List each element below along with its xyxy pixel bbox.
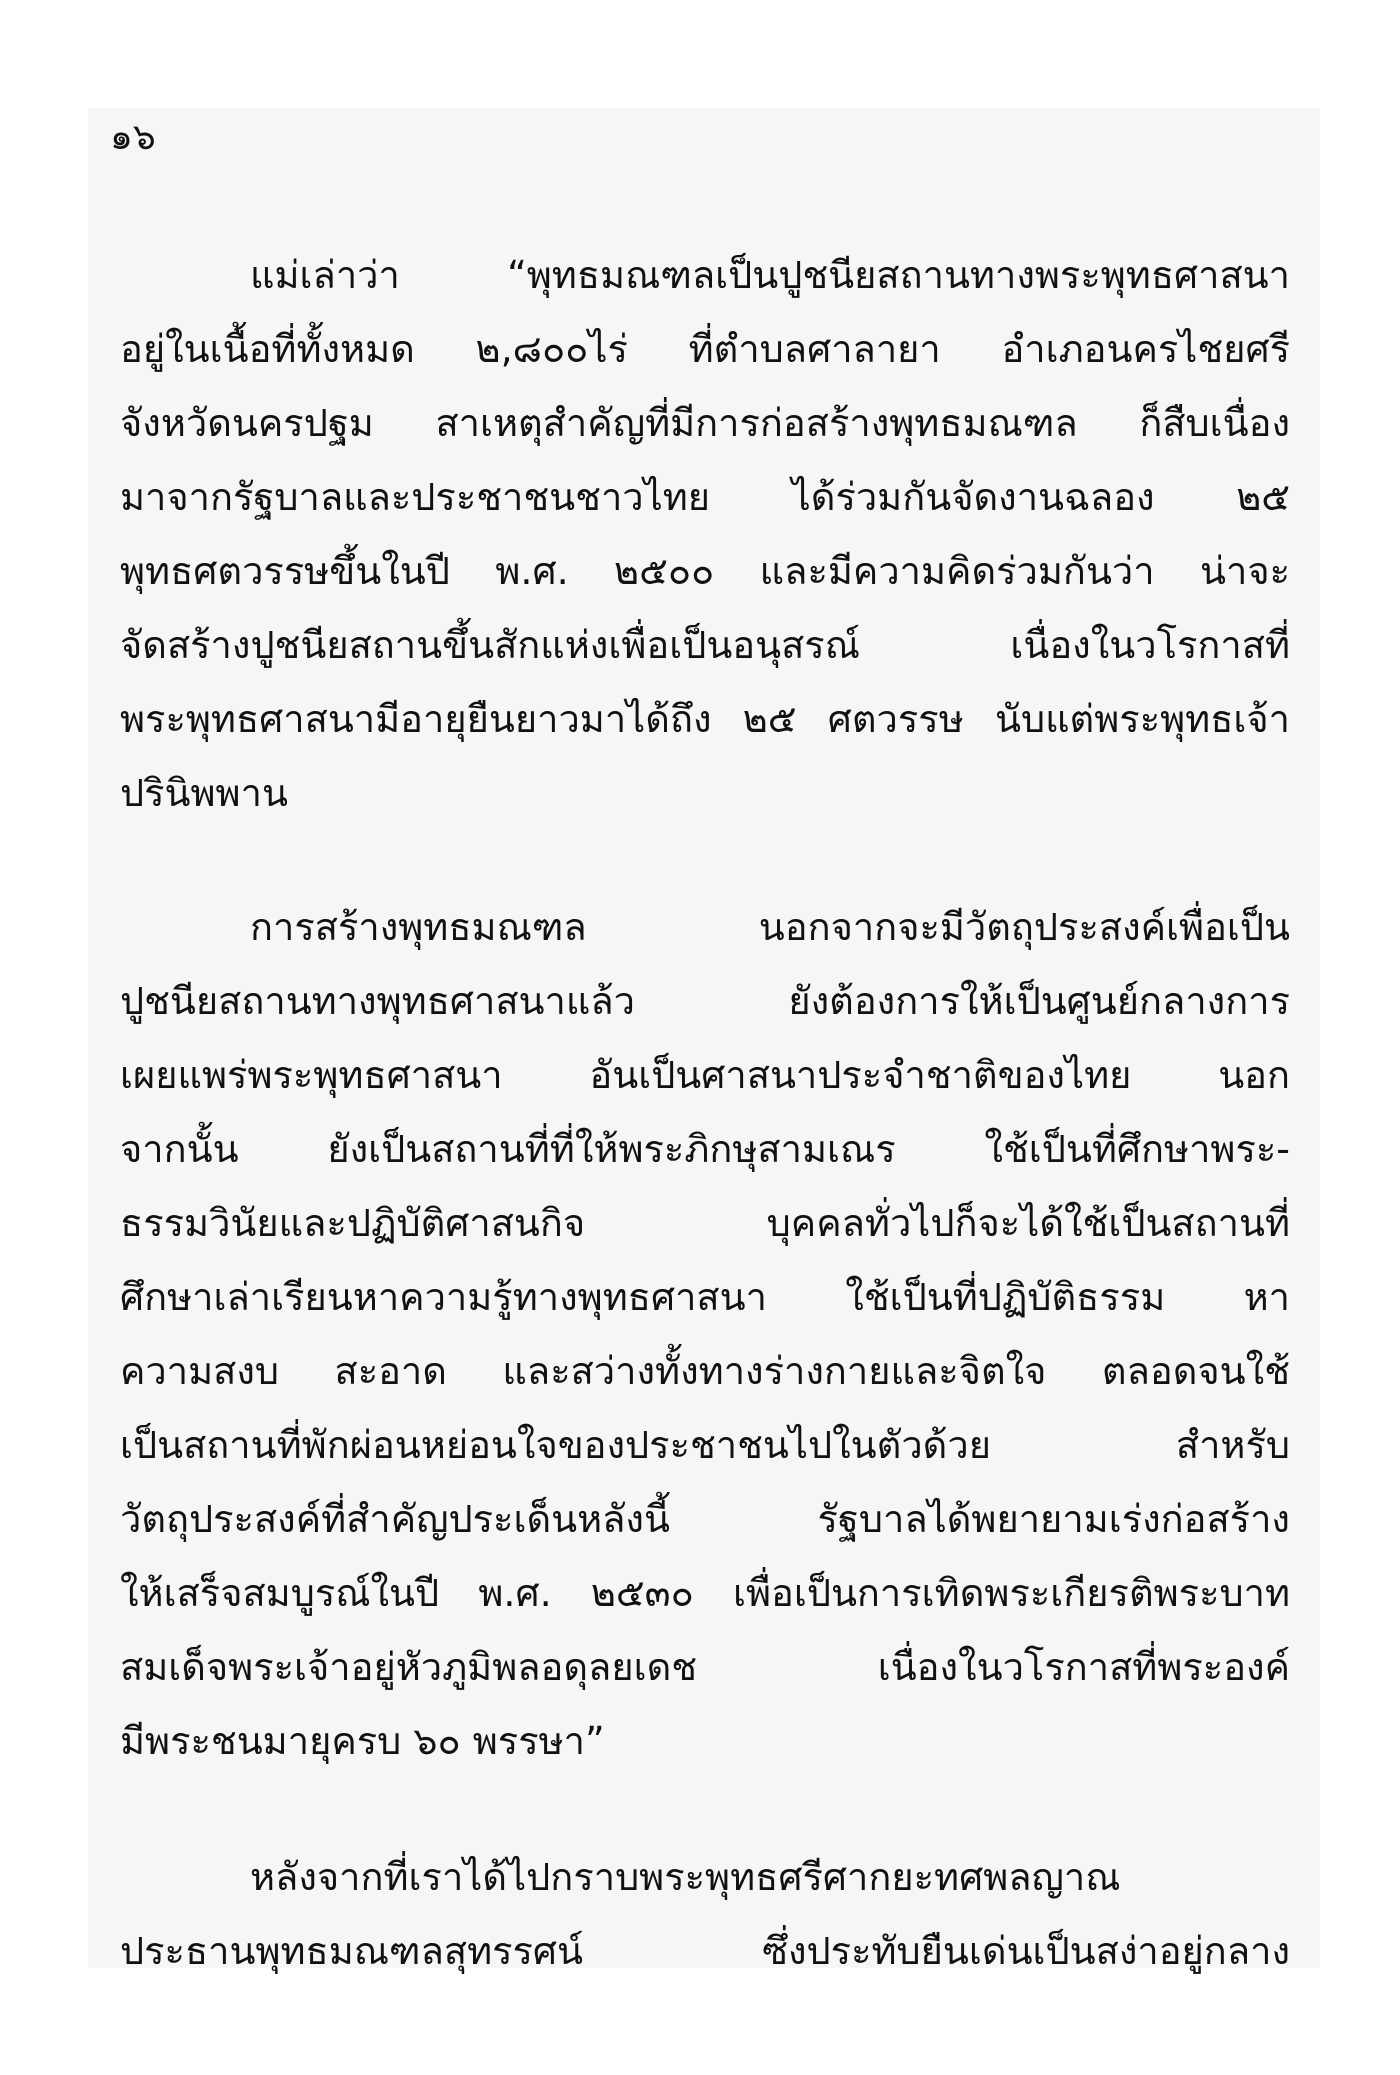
page-number: ๑๖: [110, 117, 156, 158]
text-line: พุทธศตวรรษขึ้นในปี พ.ศ. ๒๕๐๐ และมีความคิดร่วมกันว่า น่าจะ: [120, 549, 1290, 593]
paragraph-2: [120, 890, 1290, 1778]
text-line: ธรรมวินัยและปฏิบัติศาสนกิจ บุคคลทั่วไปก็จะได้ใช้เป็นสถานที่: [120, 1201, 1290, 1245]
text-line: ศึกษาเล่าเรียนหาความรู้ทางพุทธศาสนา ใช้เป็นที่ปฏิบัติธรรม หา: [120, 1275, 1290, 1319]
text-line: อยู่ในเนื้อที่ทั้งหมด ๒,๘๐๐ไร่ ที่ตำบลศาลายา อำเภอนครไชยศรี: [120, 327, 1290, 371]
text-line: แม่เล่าว่า “พุทธมณฑลเป็นปูชนียสถานทางพระพุทธศาสนา: [250, 253, 1290, 297]
text-line: วัตถุประสงค์ที่สำคัญประเด็นหลังนี้ รัฐบาลได้พยายามเร่งก่อสร้าง: [120, 1497, 1290, 1541]
text-line: หลังจากที่เราได้ไปกราบพระพุทธศรีศากยะทศพลญาณ: [250, 1855, 1121, 1899]
paragraph-3: [120, 1840, 1290, 1988]
text-line: มีพระชนมายุครบ ๖๐ พรรษา”: [120, 1719, 605, 1763]
text-line: จัดสร้างปูชนียสถานขึ้นสักแห่งเพื่อเป็นอนุสรณ์ เนื่องในวโรกาสที่: [120, 623, 1290, 667]
text-line: ความสงบ สะอาด และสว่างทั้งทางร่างกายและจิตใจ ตลอดจนใช้: [120, 1349, 1290, 1393]
text-line: จากนั้น ยังเป็นสถานที่ที่ให้พระภิกษุสามเณร ใช้เป็นที่ศึกษาพระ-: [120, 1127, 1290, 1171]
text-line: การสร้างพุทธมณฑล นอกจากจะมีวัตถุประสงค์เพื่อเป็น: [250, 905, 1290, 949]
text-line: ให้เสร็จสมบูรณ์ในปี พ.ศ. ๒๕๓๐ เพื่อเป็นการเทิดพระเกียรติพระบาท: [120, 1571, 1290, 1615]
text-line: ปรินิพพาน: [120, 771, 288, 815]
text-line: พระพุทธศาสนามีอายุยืนยาวมาได้ถึง ๒๕ ศตวรรษ นับแต่พระพุทธเจ้า: [120, 697, 1290, 741]
text-line: ประธานพุทธมณฑลสุทรรศน์ ซึ่งประทับยืนเด่นเป็นสง่าอยู่กลาง: [120, 1929, 1290, 1973]
text-line: มาจากรัฐบาลและประชาชนชาวไทย ได้ร่วมกันจัดงานฉลอง ๒๕: [120, 475, 1290, 519]
text-line: ปูชนียสถานทางพุทธศาสนาแล้ว ยังต้องการให้เป็นศูนย์กลางการ: [120, 979, 1290, 1023]
paragraph-1: [120, 238, 1290, 830]
text-line: เผยแพร่พระพุทธศาสนา อันเป็นศาสนาประจำชาติของไทย นอก: [120, 1053, 1290, 1097]
text-line: เป็นสถานที่พักผ่อนหย่อนใจของประชาชนไปในตัวด้วย สำหรับ: [120, 1423, 1290, 1467]
text-line: จังหวัดนครปฐม สาเหตุสำคัญที่มีการก่อสร้างพุทธมณฑล ก็สืบเนื่อง: [120, 401, 1290, 445]
text-line: สมเด็จพระเจ้าอยู่หัวภูมิพลอดุลยเดช เนื่องในวโรกาสที่พระองค์: [120, 1645, 1290, 1689]
